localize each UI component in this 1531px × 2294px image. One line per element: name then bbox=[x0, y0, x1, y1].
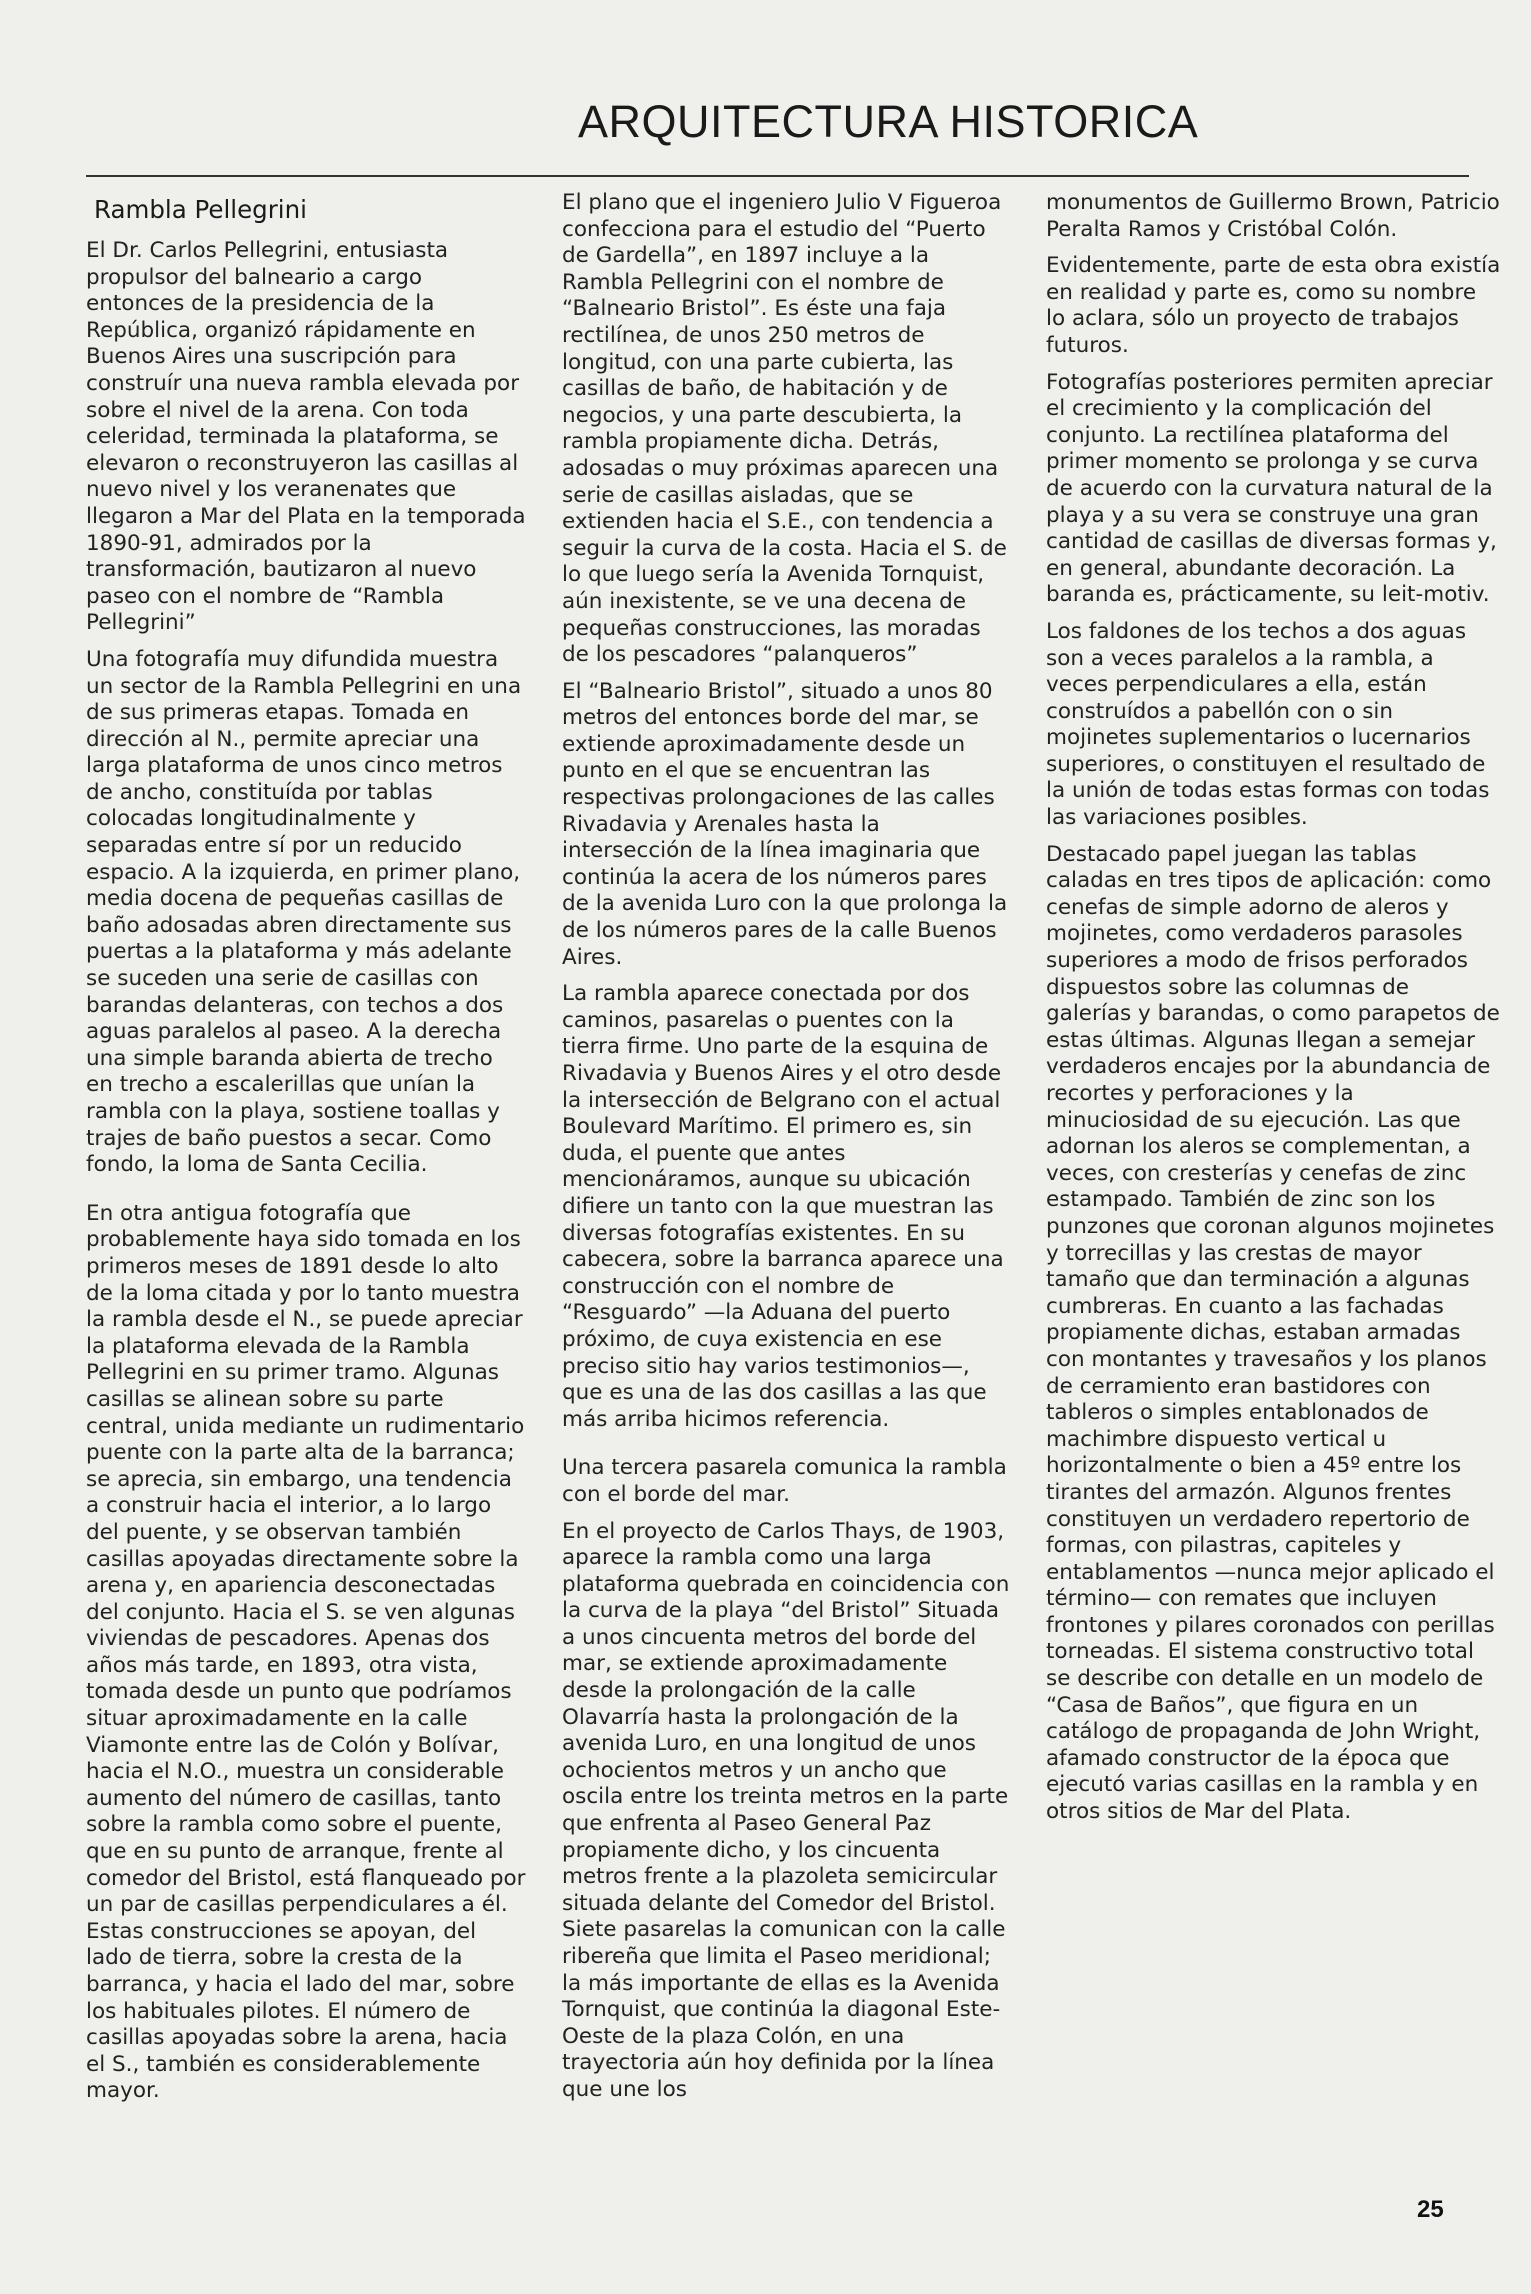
paragraph: En el proyecto de Carlos Thays, de 1903, aparece la rambla como una larga plataforma quebrada en coincidencia con la curva de la playa “del Bristol” Situada a unos cincuenta metros del borde del mar, se extiende aproximadamente desde la prolongación de la calle Olavarría hasta la prolongación de la avenida Luro, en una longitud de unos ochocientos metros y un ancho que oscila entre los treinta metros en la parte que enfrenta al Paseo General Paz propiamente dicho, y los cincuenta metros frente a la plazoleta semicircular situada delante del Comedor del Bristol. Siete pasarelas la comunican con la calle ribereña que limita el Paseo meridional; la más importante de ellas es la Avenida Tornquist, que continúa la diagonal Este-Oeste de la plaza Colón, en una trayectoria aún hoy definida por la línea que une los bbox=[562, 1518, 1010, 2102]
paragraph: Los faldones de los techos a dos aguas son a veces paralelos a la rambla, a veces perpendiculares a ella, están construídos a pabellón con o sin mojinetes suplementarios o lucernarios superiores, o constituyen el resultado de la unión de todas estas formas con todas las variaciones posibles. bbox=[1046, 618, 1490, 831]
paragraph: Una fotografía muy difundida muestra un sector de la Rambla Pellegrini en una de sus primeras etapas. Tomada en dirección al N., permite apreciar una larga plataforma de unos cinco metros de ancho, constituída por tablas colocadas longitudinalmente y separadas entre sí por un reducido espacio. A la izquierda, en primer plano, media docena de pequeñas casillas de baño adosadas abren directamente sus puertas a la plataforma y más adelante se suceden una serie de casillas con barandas delanteras, con techos a dos aguas paralelos al paseo. A la derecha una simple baranda abierta de trecho en trecho a escalerillas que unían la rambla con la playa, sostiene toallas y trajes de baño puestos a secar. Como fondo, la loma de Santa Cecilia. bbox=[86, 646, 522, 1178]
paragraph: Fotografías posteriores permiten apreciar el crecimiento y la complicación del conjunto. La rectilínea plataforma del primer momento se prolonga y se curva de acuerdo con la curvatura natural de la playa y a su vera se construye una gran cantidad de casillas de diversas formas y, en general, abundante decoración. La baranda es, prácticamente, su leit-motiv. bbox=[1046, 369, 1497, 608]
article-column-1 bbox=[86, 190, 526, 2115]
paragraph: Destacado papel juegan las tablas caladas en tres tipos de aplicación: como cenefas de simple adorno de aleros y mojinetes, como verdaderos parasoles superiores a modo de frisos perforados dispuestos sobre las columnas de galerías y barandas, o como parapetos de estas últimas. Algunas llegan a semejar verdaderos encajes por la abundancia de recortes y perforaciones y la minuciosidad de su ejecución. Las que adornan los aleros se complementan, a veces, con cresterías y cenefas de zinc estampado. También de zinc son los punzones que coronan algunos mojinetes y torrecillas y las crestas de mayor tamaño que dan terminación a algunas cumbreras. En cuanto a las fachadas propiamente dichas, estaban armadas con montantes y travesaños y los planos de cerramiento eran bastidores con tableros o simples entablonados de machimbre dispuesto vertical u horizontalmente o bien a 45º entre los tirantes del armazón. Algunos frentes constituyen un verdadero repertorio de formas, con pilastras, capiteles y entablamentos —nunca mejor aplicado el término— con remates que incluyen frontones y pilares coronados con perillas torneadas. El sistema constructivo total se describe con detalle en un modelo de “Casa de Baños”, que figura en un catálogo de propaganda de John Wright, afamado constructor de la época que ejecutó varias casillas en la rambla y en otros sitios de Mar del Plata. bbox=[1046, 841, 1500, 1825]
article-column-2 bbox=[562, 190, 1014, 2114]
paragraph: La rambla aparece conectada por dos caminos, pasarelas o puentes con la tierra firme. Uno parte de la esquina de Rivadavia y Buenos Aires y el otro desde la intersección de Belgrano con el actual Boulevard Marítimo. El primero es, sin duda, el puente que antes mencionáramos, aunque su ubicación difiere un tanto con la que muestran las diversas fotografías existentes. En su cabecera, sobre la barranca aparece una construcción con el nombre de “Resguardo” —la Aduana del puerto próximo, de cuya existencia en ese preciso sitio hay varios testimonios—, que es una de las dos casillas a las que más arriba hicimos referencia. bbox=[562, 981, 1004, 1432]
paragraph: Evidentemente, parte de esta obra existía en realidad y parte es, como su nombre lo aclara, sólo un proyecto de trabajos futuros. bbox=[1046, 253, 1501, 358]
article-heading: Rambla Pellegrini bbox=[94, 195, 307, 224]
paragraph: monumentos de Guillermo Brown, Patricio Peralta Ramos y Cristóbal Colón. bbox=[1046, 190, 1500, 242]
paragraph: Una tercera pasarela comunica la rambla con el borde del mar. bbox=[562, 1455, 1007, 1507]
article-column-3 bbox=[1046, 190, 1501, 1836]
header-rule bbox=[86, 175, 1469, 177]
page-number: 25 bbox=[1417, 2196, 1444, 2223]
paragraph: El “Balneario Bristol”, situado a unos 80 metros del entonces borde del mar, se extiende aproximadamente desde un punto en el que se encuentran las respectivas prolongaciones de las calles Rivadavia y Arenales hasta la intersección de la línea imaginaria que continúa la acera de los números pares de la avenida Luro con la que prolonga la de los números pares de la calle Buenos Aires. bbox=[562, 678, 1008, 970]
paragraph: En otra antigua fotografía que probablemente haya sido tomada en los primeros meses de 1891 desde lo alto de la loma citada y por lo tanto muestra la rambla desde el N., se puede apreciar la plataforma elevada de la Rambla Pellegrini en su primer tramo. Algunas casillas se alinean sobre su parte central, unida mediante un rudimentario puente con la parte alta de la barranca; se aprecia, sin embargo, una tendencia a construir hacia el interior, a lo largo del puente, y se observan también casillas apoyadas directamente sobre la arena y, en apariencia desconectadas del conjunto. Hacia el S. se ven algunas viviendas de pescadores. Apenas dos años más tarde, en 1893, otra vista, tomada desde un punto que podríamos situar aproximadamente en la calle Viamonte entre las de Colón y Bolívar, hacia el N.O., muestra un considerable aumento del número de casillas, tanto sobre la rambla como sobre el puente, que en su punto de arranque, frente al comedor del Bristol, está flanqueado por un par de casillas perpendiculares a él. Estas construcciones se apoyan, del lado de tierra, sobre la cresta de la barranca, y hacia el lado del mar, sobre los habituales pilotes. El número de casillas apoyadas sobre la arena, hacia el S., también es considerablemente mayor. bbox=[86, 1200, 526, 2104]
paragraph: El plano que el ingeniero Julio V Figueroa confecciona para el estudio del “Puerto de Gardella”, en 1897 incluye a la Rambla Pellegrini con el nombre de “Balneario Bristol”. Es éste una faja rectilínea, de unos 250 metros de longitud, con una parte cubierta, las casillas de baño, de habitación y de negocios, y una parte descubierta, la rambla propiamente dicha. Detrás, adosadas o muy próximas aparecen una serie de casillas aisladas, que se extienden hacia el S.E., con tendencia a seguir la curva de la costa. Hacia el S. de lo que luego sería la Avenida Tornquist, aún inexistente, se ve una decena de pequeñas construcciones, las moradas de los pescadores “palanqueros” bbox=[562, 190, 1007, 668]
paragraph: El Dr. Carlos Pellegrini, entusiasta propulsor del balneario a cargo entonces de la presidencia de la República, organizó rápidamente en Buenos Aires una suscripción para construír una nueva rambla elevada por sobre el nivel de la arena. Con toda celeridad, terminada la plataforma, se elevaron o reconstruyeron las casillas al nuevo nivel y los veranenates que llegaron a Mar del Plata en la temporada 1890-91, admirados por la transformación, bautizaron al nuevo paseo con el nombre de “Rambla Pellegrini” bbox=[86, 238, 526, 636]
section-title: ARQUITECTURA HISTORICA bbox=[578, 96, 1199, 147]
